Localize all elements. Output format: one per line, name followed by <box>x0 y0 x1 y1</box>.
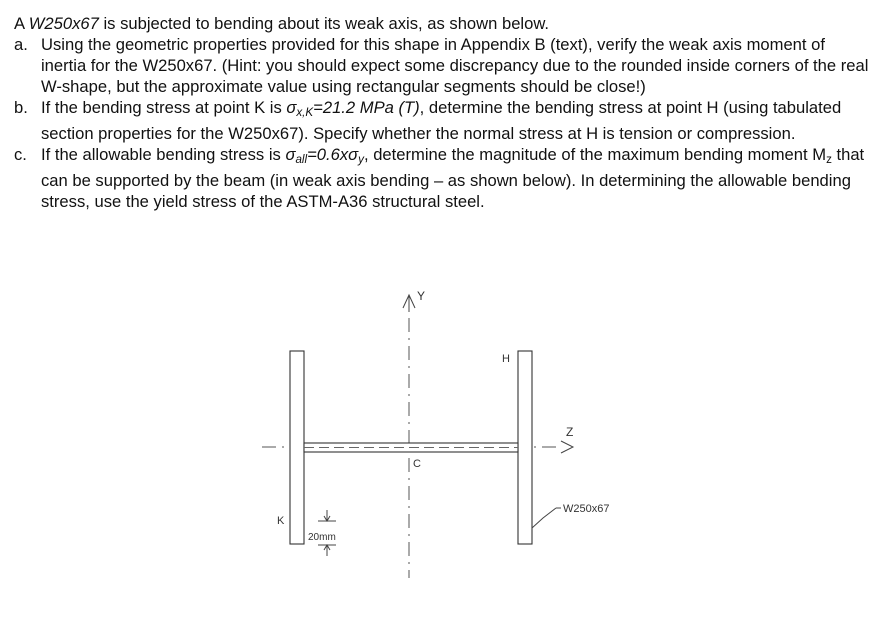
shape-designation-label: W250x67 <box>563 503 610 515</box>
part-c-text-start: If the allowable bending stress is <box>41 144 286 164</box>
z-axis-arrow-icon <box>561 441 573 453</box>
sigma-all-subscript: all <box>295 152 308 166</box>
part-c-text-end: that can be supported by the beam (in weak axis bending – as shown below). In determining the allowable bending stress, use the yield stress of the ASTM-A36 structural steel. <box>41 144 865 211</box>
sigma-all-symbol: σ <box>285 144 296 164</box>
centroid-label: C <box>413 458 421 470</box>
intro-article: A <box>14 14 29 33</box>
intro-text: is subjected to bending about its weak axis, as shown below. <box>98 14 550 33</box>
part-b-text-end: , determine the bending stress at point H (using tabulated section properties for the W250x67). Specify whether the normal stress at H is tension or compression. <box>41 98 842 143</box>
y-axis-label: Y <box>417 289 426 303</box>
point-h-label: H <box>502 353 510 365</box>
sigma-y-subscript: y <box>358 152 364 166</box>
z-axis-label: Z <box>566 425 574 439</box>
part-c-marker: c. <box>14 144 27 164</box>
sigma-subscript: x,K <box>296 105 314 119</box>
part-b-marker: b. <box>14 98 28 117</box>
sigma-symbol: σ <box>286 98 297 117</box>
dimension-label: 20mm <box>308 532 336 543</box>
part-b-text-start: If the bending stress at point K is <box>41 98 287 117</box>
intro-shape-designation: W250x67 <box>28 14 99 33</box>
part-a-text: Using the geometric properties provided for this shape in Appendix B (text), verify the weak axis moment of inertia for the W250x67. (Hint: you should expect some discrepancy due to the rounded inside corners of the real W-shape, but the approximate value using rectangular segments should be close!) <box>41 35 869 96</box>
left-flange <box>290 351 304 544</box>
part-a-marker: a. <box>14 35 28 54</box>
shape-label-leader <box>532 508 556 528</box>
part-b-stress-value: =21.2 MPa (T) <box>313 98 420 117</box>
allowable-factor: =0.6x <box>307 144 349 164</box>
moment-subscript: z <box>826 152 832 166</box>
point-k-label: K <box>277 515 285 527</box>
part-c-text-middle: , determine the magnitude of the maximum bending moment M <box>363 144 827 164</box>
sigma-y-symbol: σ <box>348 144 359 164</box>
right-flange <box>518 351 532 544</box>
